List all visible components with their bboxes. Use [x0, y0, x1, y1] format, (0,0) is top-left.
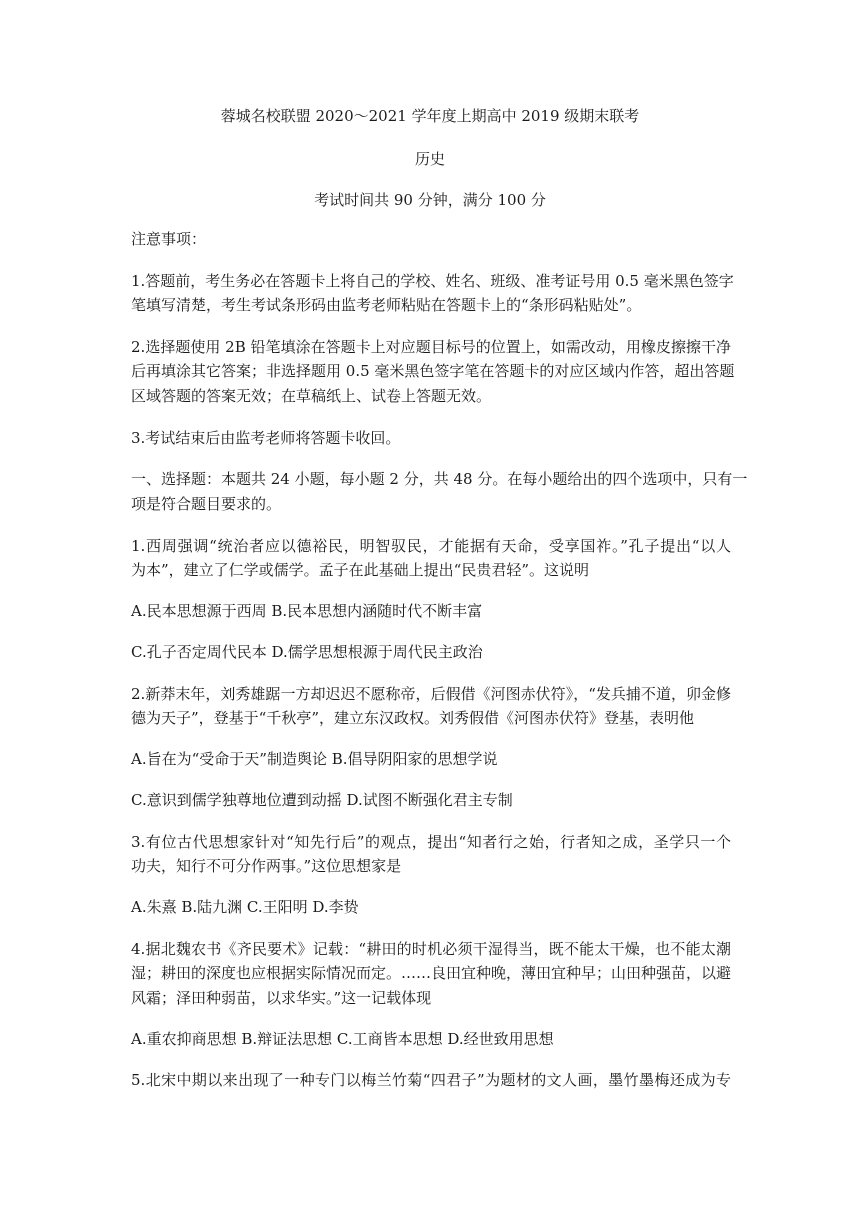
question-4-stem-line-2: 湿；耕田的深度也应根据实际情况而定。……良田宜种晚，薄田宜种早；山田种强苗，以避 [131, 964, 732, 982]
notice-item-3: 3.考试结束后由监考老师将答题卡收回。 [131, 429, 401, 447]
question-2-stem-line-1: 2.新莽末年，刘秀雄踞一方却迟迟不愿称帝，后假借《河图赤伏符》，“发兵捕不道，卯金修 [131, 685, 731, 703]
question-1-stem-line-2: 为本”，建立了仁学或儒学。孟子在此基础上提出“民贵君轻”。这说明 [131, 561, 590, 579]
section-1-intro-line-2: 项是符合题目要求的。 [131, 495, 282, 513]
question-4-stem-line-1: 4.据北魏农书《齐民要术》记载：“耕田的时机必须干湿得当，既不能太干燥，也不能太潮 [131, 940, 731, 958]
question-3-stem-line-2: 功夫，知行不可分作两事。”这位思想家是 [131, 857, 402, 875]
subject-title: 历史 [414, 150, 445, 168]
section-1-intro-line-1: 一、选择题：本题共 24 小题，每小题 2 分，共 48 分。在每小题给出的四个选项中，只有一 [131, 470, 748, 488]
question-1-options-line-1: A.民本思想源于西周 B.民本思想内涵随时代不断丰富 [131, 602, 483, 620]
question-3-stem-line-1: 3.有位古代思想家针对“知先行后”的观点，提出“知者行之始，行者知之成，圣学只一个 [131, 833, 731, 851]
question-1-stem-line-1: 1.西周强调“统治者应以德裕民，明智驭民，才能据有天命，受享国祚。”孔子提出“以人 [131, 537, 731, 555]
question-5-stem-line-1: 5.北宋中期以来出现了一种专门以梅兰竹菊“四君子”为题材的文人画，墨竹墨梅还成为专 [131, 1071, 731, 1089]
question-2-options-line-2: C.意识到儒学独尊地位遭到动摇 D.试图不断强化君主专制 [131, 791, 513, 809]
exam-time-info: 考试时间共 90 分钟，满分 100 分 [314, 191, 546, 209]
notice-item-1-line-2: 笔填写清楚，考生考试条形码由监考老师粘贴在答题卡上的“条形码粘贴处”。 [131, 296, 642, 314]
question-2-stem-line-2: 德为天子”，登基于“千秋亭”，建立东汉政权。刘秀假借《河图赤伏符》登基，表明他 [131, 709, 695, 727]
exam-title: 蓉城名校联盟 2020～2021 学年度上期高中 2019 级期末联考 [220, 107, 640, 125]
notice-item-2-line-3: 区域答题的答案无效；在草稿纸上、试卷上答题无效。 [131, 387, 492, 405]
question-4-stem-line-3: 风霜；泽田种弱苗，以求华实。”这一记载体现 [131, 989, 432, 1007]
notice-item-2-line-1: 2.选择题使用 2B 铅笔填涂在答题卡上对应题目标号的位置上，如需改动，用橡皮擦擦干净 [131, 338, 731, 356]
notice-item-2-line-2: 后再填涂其它答案；非选择题用 0.5 毫米黑色签字笔在答题卡的对应区域内作答，超出答题 [131, 362, 735, 380]
notice-item-1-line-1: 1.答题前，考生务必在答题卡上将自己的学校、姓名、班级、准考证号用 0.5 毫米黑色签字 [131, 272, 734, 290]
question-1-options-line-2: C.孔子否定周代民本 D.儒学思想根源于周代民主政治 [131, 643, 483, 661]
notice-heading: 注意事项： [131, 230, 207, 248]
question-4-options: A.重农抑商思想 B.辩证法思想 C.工商皆本思想 D.经世致用思想 [131, 1030, 554, 1048]
question-3-options: A.朱熹 B.陆九渊 C.王阳明 D.李贽 [131, 898, 359, 916]
question-2-options-line-1: A.旨在为“受命于天”制造舆论 B.倡导阴阳家的思想学说 [131, 750, 498, 768]
